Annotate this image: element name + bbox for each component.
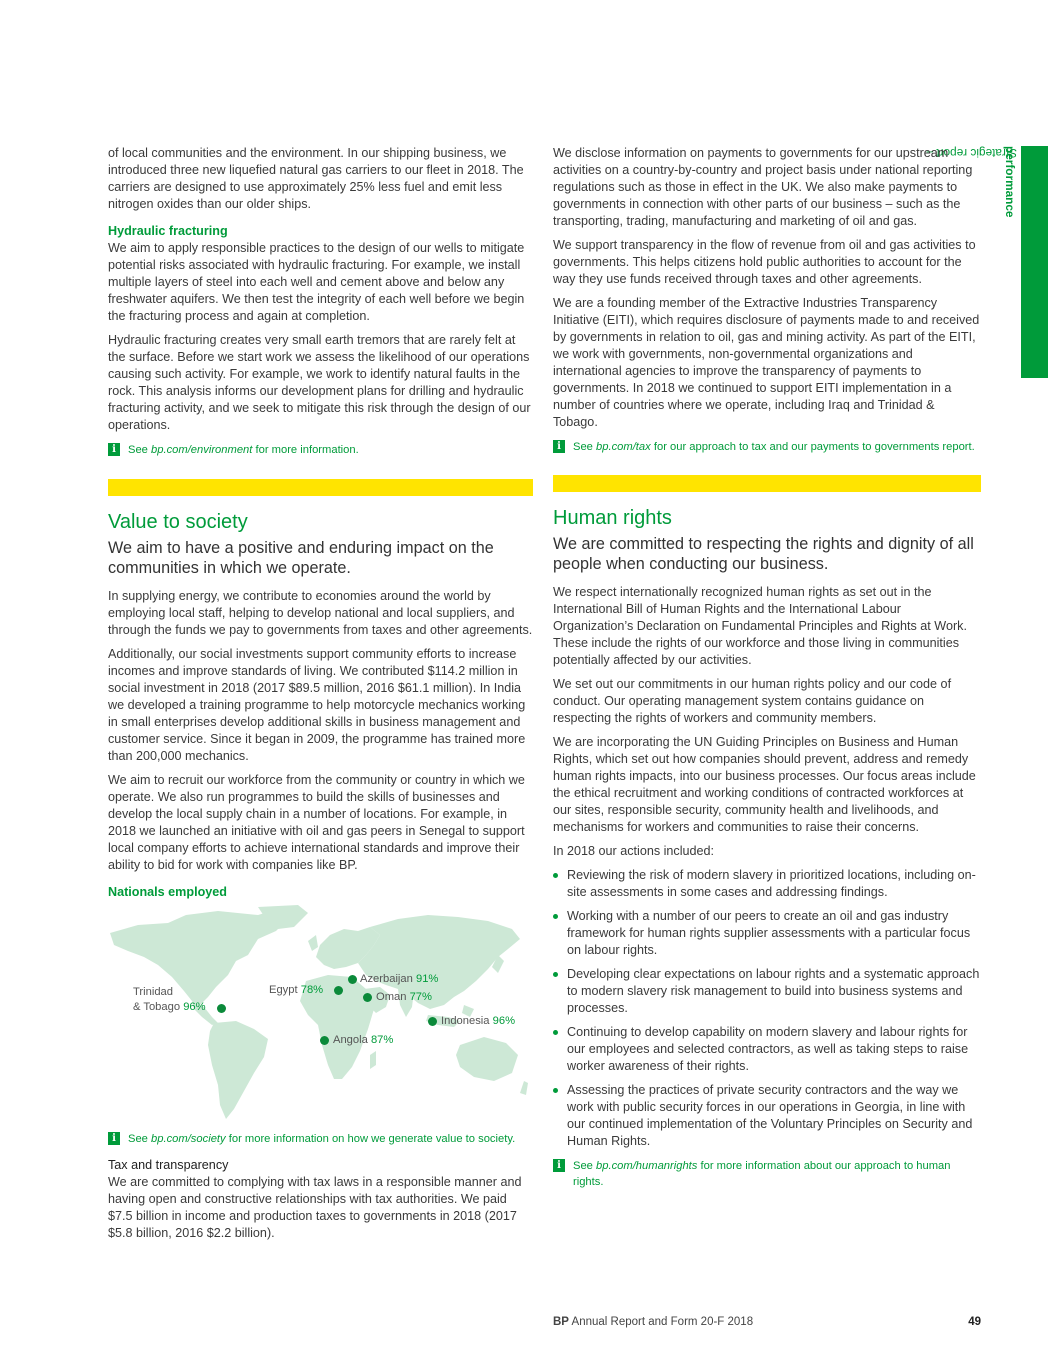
tax-paragraph-3: We support transparency in the flow of revenue from oil and gas activities to governments. This helps citizens hold public authorities to account for the way they use funds received through taxes and other agreements.	[553, 238, 976, 286]
hr-paragraph-1: We respect internationally recognized human rights as set out in the International Bill of Human Rights and the International Labour Organization’s Declaration on Fundamental Principles and Rights at Work. These include the rights of our workforce and those living in communities potentially affected by our activities.	[553, 585, 967, 667]
tax-transparency-heading: Tax and transparency	[108, 1158, 229, 1172]
info-tax	[553, 439, 981, 455]
hr-actions-list	[553, 867, 981, 1150]
country-name: Trinidad & Tobago	[133, 986, 181, 1013]
country-percent: 96%	[492, 1015, 516, 1027]
section-tab	[1021, 146, 1048, 378]
country-percent: 78%	[300, 984, 324, 996]
country-percent: 96%	[183, 1001, 206, 1013]
section-divider-bar	[108, 479, 533, 496]
page-number: 49	[968, 1316, 981, 1328]
left-column	[108, 145, 533, 1249]
footer-brand: BP	[553, 1316, 569, 1328]
country-name: Angola	[333, 1034, 368, 1046]
country-name: Azerbaijan	[360, 973, 413, 985]
info-text: See	[573, 1160, 597, 1172]
info-icon: i	[553, 440, 565, 453]
country-percent: 87%	[370, 1034, 394, 1046]
value-to-society-lead: We aim to have a positive and enduring impact on the communities in which we operate.	[108, 539, 494, 577]
list-item: Developing clear expectations on labour rights and a systematic approach to modern slavery risk management to build into business systems and processes.	[553, 966, 981, 1017]
nationals-employed-map	[108, 905, 533, 1125]
section-label	[926, 146, 1017, 378]
list-item: Continuing to develop capability on modern slavery and labour rights for our employees and selected contractors, as well as taking steps to raise worker awareness of their rights.	[553, 1024, 981, 1075]
environment-link[interactable]: bp.com/environment	[151, 444, 253, 456]
hydraulic-paragraph-2: Hydraulic fracturing creates very small earth tremors that are rarely felt at the surface. Before we start work we assess the likelihood of our operations causing such activity. For example, we work to identify natural faults in the rock. This analysis informs our development plans for drilling and hydraulic fracturing activity, and we seek to mitigate this risk through the design of our operations.	[108, 333, 531, 432]
map-dot-trinidad	[217, 1004, 226, 1013]
tax-paragraph-2: We disclose information on payments to governments for our upstream activities on a country-by-country and project basis under national reporting regulations such as those in effect in the UK. We also make payments to governments in connection with other parts of our business – such as the transporting, trading, manufacturing and marketing of oil and gas.	[553, 146, 973, 228]
section-label-part2: performance	[1003, 146, 1017, 218]
map-dot-oman	[363, 993, 372, 1002]
country-name: Indonesia	[441, 1015, 490, 1027]
info-icon: i	[108, 1132, 120, 1145]
info-text: for more information on how we generate value to society.	[225, 1133, 516, 1145]
human-rights-title: Human rights	[553, 507, 672, 529]
society-paragraph-3: We aim to recruit our workforce from the community or country in which we operate. We also run programmes to build the skills of businesses and develop the local supply chain in a number of locations. For example, in 2018 we launched an initiative with oil and gas peers in Senegal to support local company efforts to achieve international standards and improve their ability to bid for work with companies like BP.	[108, 773, 525, 872]
map-label-oman	[376, 990, 432, 1005]
country-percent: 77%	[409, 991, 432, 1003]
info-text: for more information.	[252, 444, 359, 456]
hr-paragraph-3: We are incorporating the UN Guiding Principles on Business and Human Rights, which set out how companies should prevent, address and remedy human rights impacts, into our business processes. Our focus areas include the ethical recruitment and working conditions of contracted workforces at our sites, responsible security, community health and livelihoods, and mechanisms for workers and communities to raise their concerns.	[553, 735, 976, 834]
nationals-employed-heading: Nationals employed	[108, 885, 227, 899]
info-text: for our approach to tax and our payments to governments report.	[650, 441, 975, 453]
society-paragraph-2: Additionally, our social investments support community efforts to increase incomes and improve standards of living. We contributed $114.2 million in social investment in 2018 (2017 $89.5 million, 2016 $61.1 million). In India we developed a training programme to help motorcycle mechanics working in small enterprises develop additional skills in business management and customer service. Since it began in 2009, the programme has trained more than 200,000 mechanics.	[108, 647, 526, 763]
map-label-indonesia	[441, 1014, 515, 1029]
info-text: See	[128, 1133, 152, 1145]
map-dot-angola	[320, 1036, 329, 1045]
intro-paragraph: of local communities and the environment. In our shipping business, we introduced three new liquefied natural gas carriers to our fleet in 2018. The carriers are designed to use approximately 25% less fuel and emit less nitrogen oxides than our older ships.	[108, 146, 524, 211]
country-percent: 91%	[415, 973, 439, 985]
human-rights-lead: We are committed to respecting the rights and dignity of all people when conducting our business.	[553, 535, 974, 573]
map-label-azerbaijan	[360, 972, 438, 987]
list-item: Working with a number of our peers to create an oil and gas industry framework for human rights supplier assessments with a particular focus on labour rights.	[553, 908, 981, 959]
section-divider-bar	[553, 475, 981, 492]
society-paragraph-1: In supplying energy, we contribute to economies around the world by employing local staff, helping to develop national and local suppliers, and through the funds we pay to governments from taxes and other agreements.	[108, 589, 533, 637]
list-item: Assessing the practices of private security contractors and the way we work with public security forces in our operations in Georgia, in line with our continued implementation of the Voluntary Principles on Security and Human Rights.	[553, 1082, 981, 1150]
tax-link[interactable]: bp.com/tax	[596, 441, 651, 453]
tax-paragraph-1: We are committed to complying with tax laws in a responsible manner and having open and constructive relationships with tax authorities. We paid $7.5 billion in income and production taxes to governments in 2018 (2017 $5.8 billion, 2016 $2.2 billion).	[108, 1175, 522, 1240]
info-text: See	[128, 444, 152, 456]
info-icon: i	[108, 443, 120, 456]
info-society	[108, 1131, 533, 1147]
hr-paragraph-4: In 2018 our actions included:	[553, 844, 715, 858]
hr-paragraph-2: We set out our commitments in our human rights policy and our code of conduct. Our operating management system contains guidance on respecting the rights of workers and community members.	[553, 677, 952, 725]
section-label-part1: Strategic report –	[926, 146, 1017, 160]
hydraulic-paragraph-1: We aim to apply responsible practices to the design of our wells to mitigate potential risks associated with hydraulic fracturing. For example, we install multiple layers of steel into each well and cement above and below any freshwater aquifers. We then test the integrity of each well before we begin the fracturing process and again at completion.	[108, 241, 525, 323]
list-item: Reviewing the risk of modern slavery in prioritized locations, including on-site assessments in some cases and addressing findings.	[553, 867, 981, 901]
map-dot-azerbaijan	[348, 975, 357, 984]
map-label-egypt	[269, 983, 323, 998]
tax-paragraph-4: We are a founding member of the Extractive Industries Transparency Initiative (EITI), which requires disclosure of payments made to and received by governments in relation to oil, gas and mining activity. As part of the EITI, we work with governments, non-governmental organizations and international agencies to improve the transparency of payments to governments. In 2018 we continued to support EITI implementation in a number of countries where we operate, including Iraq and Trinidad & Tobago.	[553, 296, 980, 429]
info-text: See	[573, 441, 597, 453]
info-human-rights	[553, 1158, 981, 1190]
info-text: for more information about our approach to human rights.	[573, 1160, 951, 1188]
info-environment	[108, 442, 533, 458]
country-name: Egypt	[269, 984, 298, 996]
map-label-trinidad	[133, 985, 206, 1015]
map-dot-indonesia	[428, 1017, 437, 1026]
country-name: Oman	[376, 991, 407, 1003]
humanrights-link[interactable]: bp.com/humanrights	[596, 1160, 698, 1172]
society-link[interactable]: bp.com/society	[151, 1133, 226, 1145]
map-dot-egypt	[334, 986, 343, 995]
info-icon: i	[553, 1159, 565, 1172]
page-footer	[553, 1316, 981, 1328]
hydraulic-fracturing-heading: Hydraulic fracturing	[108, 224, 228, 238]
footer-title: Annual Report and Form 20-F 2018	[568, 1316, 754, 1328]
right-column	[553, 145, 981, 1190]
map-label-angola	[333, 1033, 393, 1048]
value-to-society-title: Value to society	[108, 511, 248, 533]
